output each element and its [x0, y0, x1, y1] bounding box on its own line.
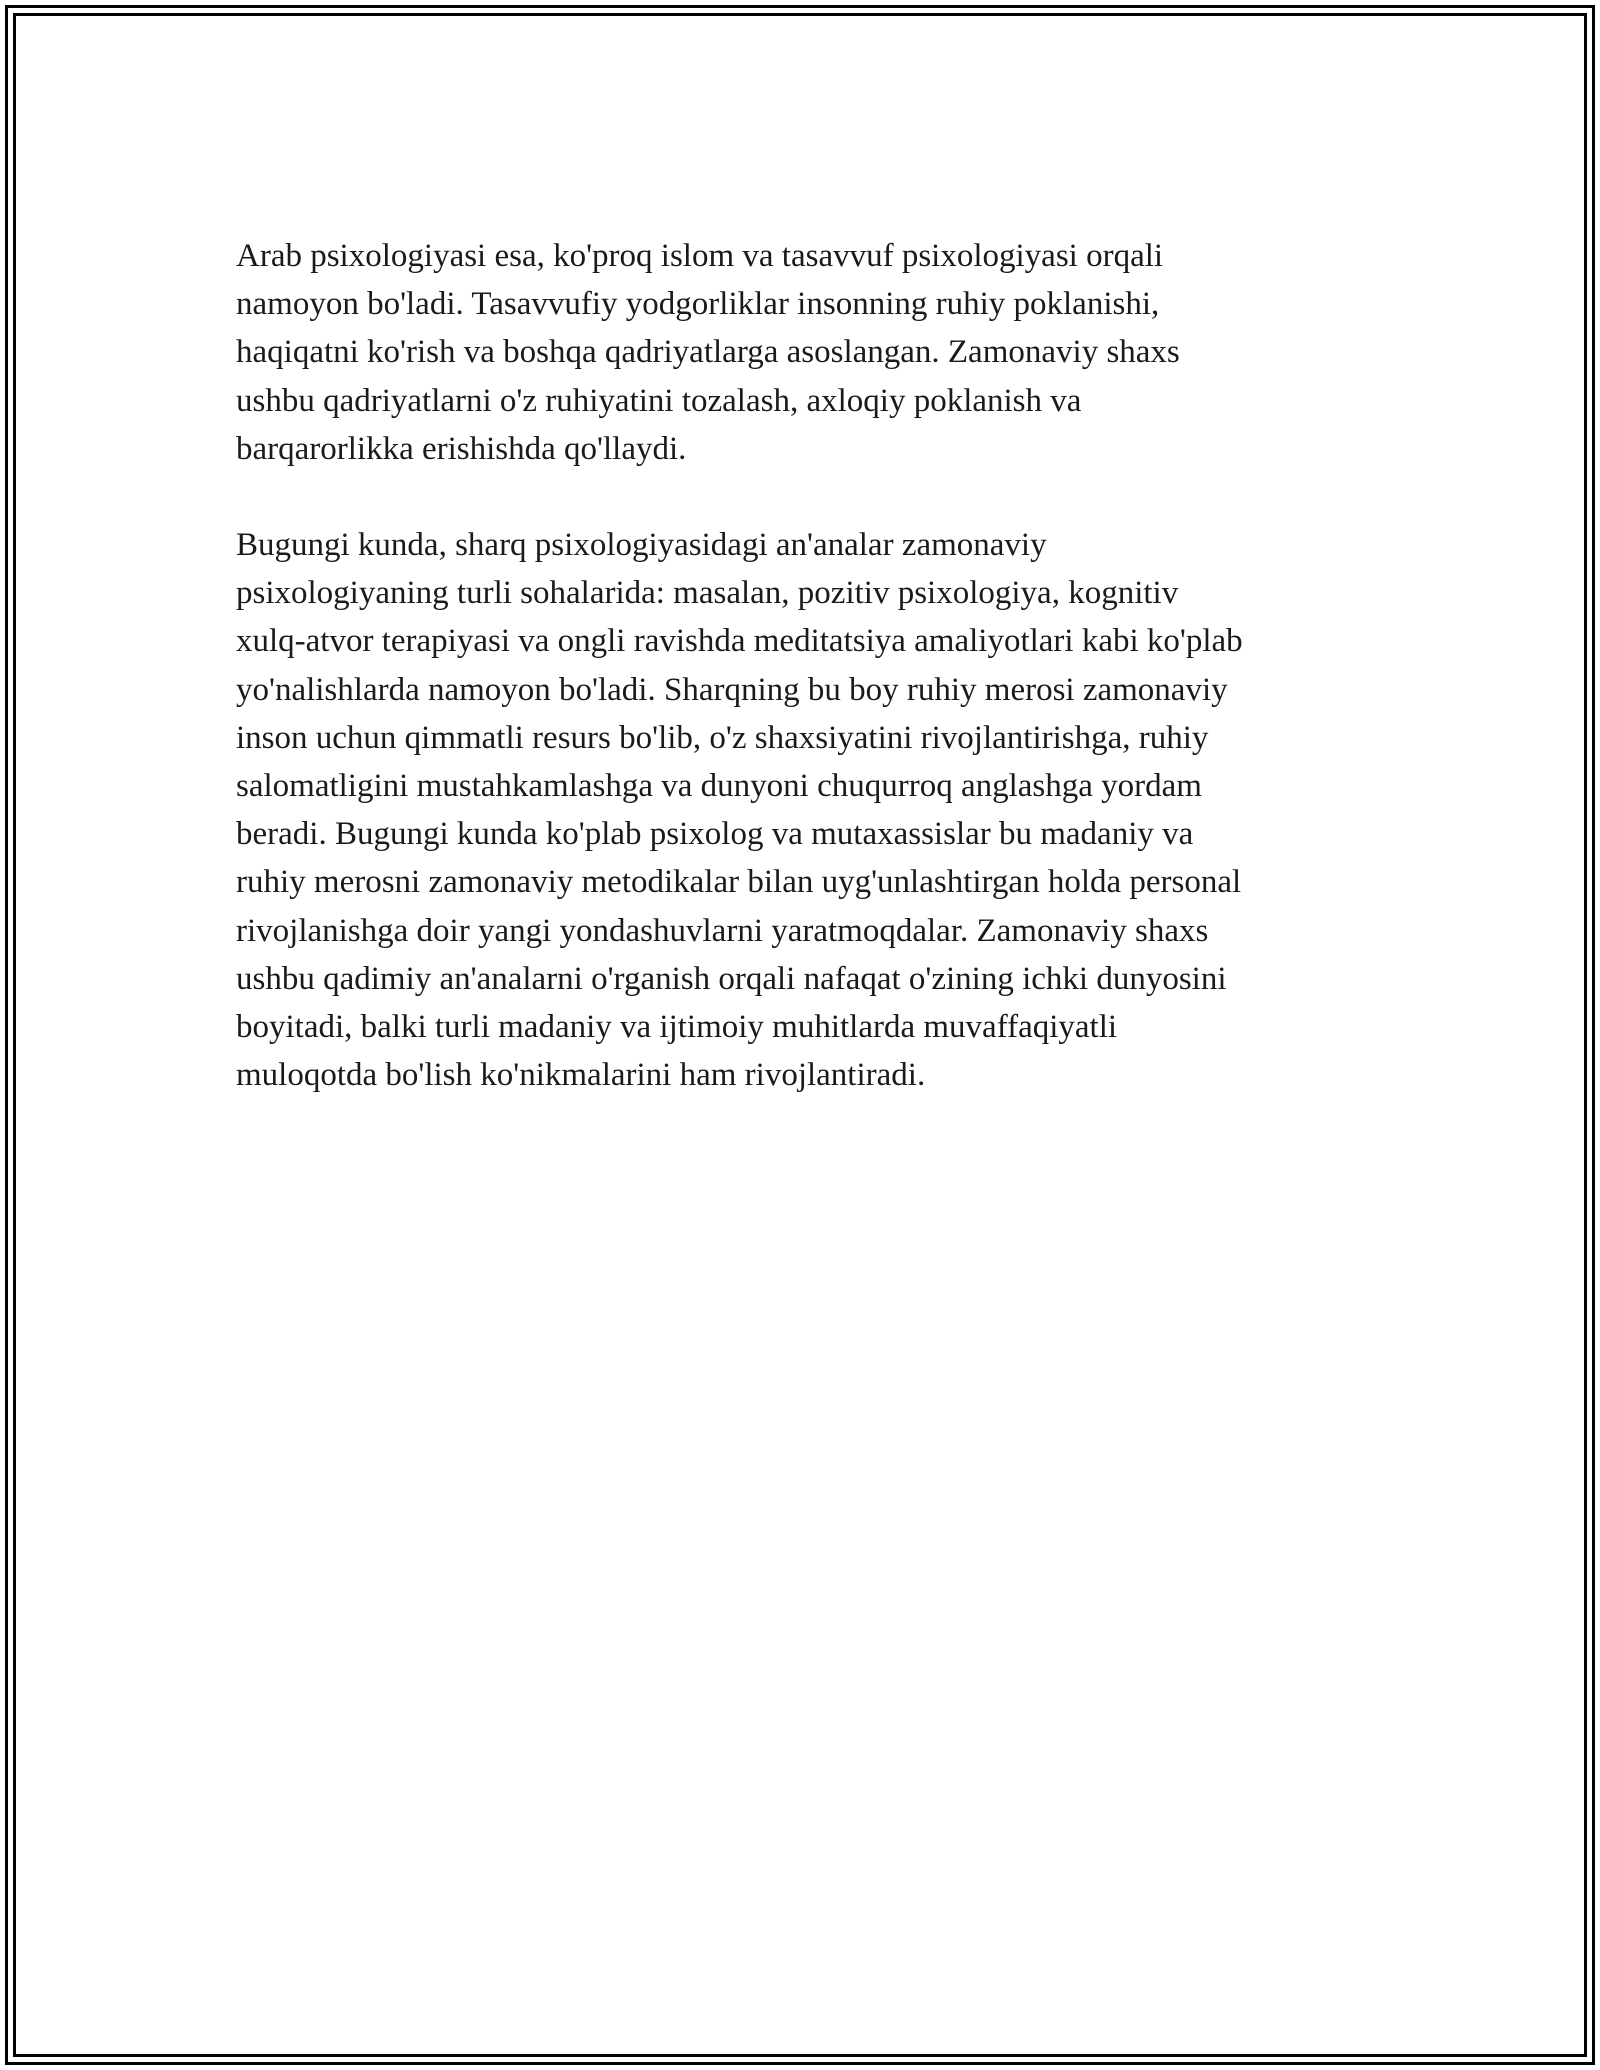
text-line: boyitadi, balki turli madaniy va ijtimoiy muhitlarda muvaffaqiyatli	[236, 1009, 1118, 1046]
text-line: Bugungi kunda, sharq psixologiyasidagi an'analar zamonaviy	[236, 527, 1047, 564]
text-line: ruhiy merosni zamonaviy metodikalar bilan uyg'unlashtirgan holda personal	[236, 864, 1242, 901]
text-line: Arab psixologiyasi esa, ko'proq islom va tasavvuf psixologiyasi orqali	[236, 238, 1164, 274]
text-line: yo'nalishlarda namoyon bo'ladi. Sharqning bu boy ruhiy merosi zamonaviy	[236, 671, 1228, 708]
text-line: namoyon bo'ladi. Tasavvufiy yodgorliklar insonning ruhiy poklanishi,	[236, 286, 1160, 323]
text-line: ushbu qadriyatlarni o'z ruhiyatini tozalash, axloqiy poklanish va	[236, 382, 1082, 419]
text-line: psixologiyaning turli sohalarida: masalan, pozitiv psixologiya, kognitiv	[236, 575, 1179, 612]
text-line: rivojlanishga doir yangi yondashuvlarni yaratmoqdalar. Zamonaviy shaxs	[236, 912, 1209, 949]
text-line: salomatligini mustahkamlashga va dunyoni chuqurroq anglashga yordam	[236, 768, 1202, 805]
text-line: barqarorlikka erishishda qo'llaydi.	[236, 430, 687, 467]
text-line: ushbu qadimiy an'analarni o'rganish orqali nafaqat o'zining ichki dunyosini	[236, 960, 1227, 997]
text-line: inson uchun qimmatli resurs bo'lib, o'z shaxsiyatini rivojlantirishga, ruhiy	[236, 719, 1209, 756]
text-line: muloqotda bo'lish ko'nikmalarini ham rivojlantiradi.	[236, 1057, 926, 1094]
paragraph-2	[236, 521, 1366, 1099]
document-body	[236, 232, 1366, 1147]
text-line: xulq-atvor terapiyasi va ongli ravishda meditatsiya amaliyotlari kabi ko'plab	[236, 623, 1243, 660]
text-line: beradi. Bugungi kunda ko'plab psixolog va mutaxassislar bu madaniy va	[236, 816, 1194, 853]
text-line: haqiqatni ko'rish va boshqa qadriyatlarga asoslangan. Zamonaviy shaxs	[236, 334, 1180, 371]
paragraph-1	[236, 232, 1366, 473]
